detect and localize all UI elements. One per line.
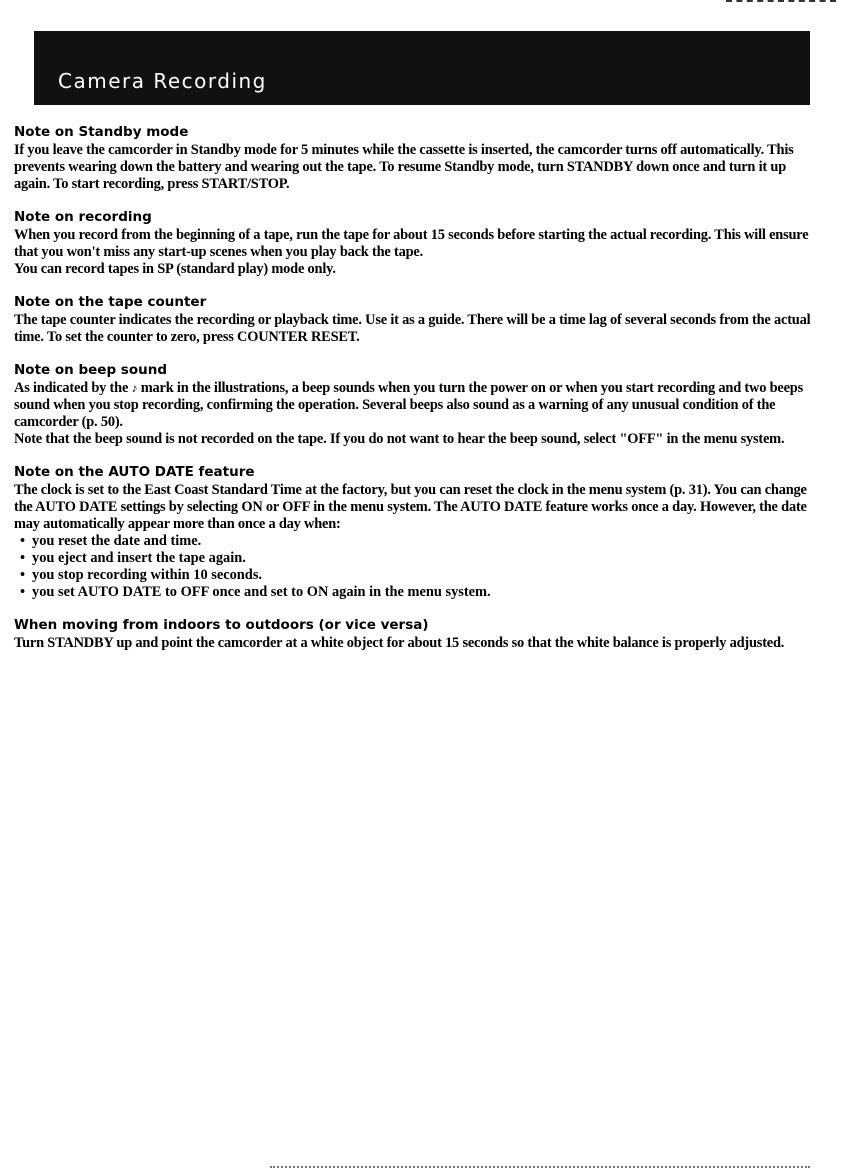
section-heading: Note on Standby mode xyxy=(14,124,189,140)
bullet-icon: • xyxy=(20,533,26,549)
section-standby xyxy=(14,124,819,193)
section-paragraph: The clock is set to the East Coast Standard Time at the factory, but you can reset the clock in the menu system (p. 31). You can change the AUTO DATE settings by selecting ON or OFF in the menu system. The AUTO DATE feature works once a day. However, the date may automatically appear more than once a day when: xyxy=(14,482,807,532)
list-item-text: you stop recording within 10 seconds. xyxy=(32,567,263,583)
section-paragraph xyxy=(14,380,819,431)
section-paragraph: If you leave the camcorder in Standby mode for 5 minutes while the cassette is inserted, the camcorder turns off automatically. This prevents wearing down the battery and wearing out the tape. To resume Standby mode, turn STANDBY down once and turn it up again. To start recording, press START/STOP. xyxy=(14,142,794,192)
section-paragraph: Turn STANDBY up and point the camcorder at a white object for about 15 seconds so that the white balance is properly adjusted. xyxy=(14,635,785,651)
paragraph-text: As indicated by the xyxy=(14,380,132,396)
page-title: Camera Recording xyxy=(58,69,267,93)
paragraph-text: mark in the illustrations, a beep sounds when you turn the power on or when you start recording and two beeps sound when you stop recording, confirming the operation. Several beeps also sound as a warning of any unusual condition of the camcorder (p. 50). xyxy=(14,380,803,430)
list-item-text: you eject and insert the tape again. xyxy=(32,550,246,566)
list-item xyxy=(14,550,819,567)
section-heading: When moving from indoors to outdoors (or vice versa) xyxy=(14,617,429,633)
top-rule xyxy=(726,0,836,5)
bullet-list xyxy=(14,533,819,601)
section-paragraph: Note that the beep sound is not recorded on the tape. If you do not want to hear the beep sound, select "OFF" in the menu system. xyxy=(14,431,785,447)
section-heading: Note on the AUTO DATE feature xyxy=(14,464,255,480)
list-item xyxy=(14,533,819,550)
section-tape-counter xyxy=(14,294,819,346)
list-item xyxy=(14,567,819,584)
list-item-text: you reset the date and time. xyxy=(32,533,202,549)
bottom-scan-marks xyxy=(270,1166,810,1171)
bullet-icon: • xyxy=(20,567,26,583)
section-heading: Note on recording xyxy=(14,209,152,225)
list-item xyxy=(14,584,819,601)
bullet-icon: • xyxy=(20,584,26,600)
section-heading: Note on beep sound xyxy=(14,362,168,378)
section-paragraph: You can record tapes in SP (standard play) mode only. xyxy=(14,261,336,277)
music-note-icon: ♪ xyxy=(131,381,138,395)
section-paragraph: The tape counter indicates the recording or playback time. Use it as a guide. There will be a time lag of several seconds from the actual time. To set the counter to zero, press COUNTER RESET. xyxy=(14,312,811,345)
section-recording xyxy=(14,209,819,278)
list-item-text: you set AUTO DATE to OFF once and set to ON again in the menu system. xyxy=(32,584,491,600)
header-band xyxy=(34,31,810,105)
page-content xyxy=(14,124,819,668)
section-indoor-outdoor xyxy=(14,617,819,652)
bullet-icon: • xyxy=(20,550,26,566)
section-auto-date xyxy=(14,464,819,601)
section-heading: Note on the tape counter xyxy=(14,294,207,310)
section-paragraph: When you record from the beginning of a tape, run the tape for about 15 seconds before starting the actual recording. This will ensure that you won't miss any start-up scenes when you play back the tape. xyxy=(14,227,809,260)
section-beep-sound xyxy=(14,362,819,448)
